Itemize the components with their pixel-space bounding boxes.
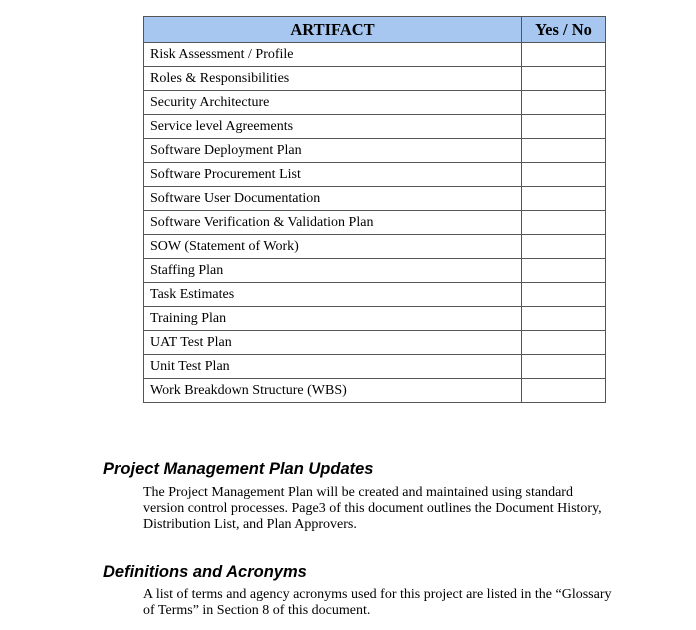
table-row (144, 211, 606, 235)
yes-no-cell (522, 379, 606, 403)
artifact-cell: Roles & Responsibilities (144, 67, 522, 91)
table-row (144, 307, 606, 331)
artifact-cell: Training Plan (144, 307, 522, 331)
yes-no-column-header: Yes / No (522, 17, 606, 43)
table-row (144, 163, 606, 187)
yes-no-cell (522, 283, 606, 307)
pmp-updates-heading: Project Management Plan Updates (103, 460, 374, 478)
artifact-cell: Staffing Plan (144, 259, 522, 283)
table-row (144, 235, 606, 259)
yes-no-cell (522, 259, 606, 283)
yes-no-cell (522, 331, 606, 355)
artifact-cell: Software Procurement List (144, 163, 522, 187)
yes-no-cell (522, 355, 606, 379)
table-row (144, 187, 606, 211)
yes-no-cell (522, 67, 606, 91)
artifact-cell: Risk Assessment / Profile (144, 43, 522, 67)
table-row (144, 67, 606, 91)
table-row (144, 43, 606, 67)
artifact-cell: UAT Test Plan (144, 331, 522, 355)
artifact-cell: Work Breakdown Structure (WBS) (144, 379, 522, 403)
yes-no-cell (522, 139, 606, 163)
artifact-column-header: ARTIFACT (144, 17, 522, 43)
table-row (144, 91, 606, 115)
table-row (144, 283, 606, 307)
artifact-cell: SOW (Statement of Work) (144, 235, 522, 259)
artifact-cell: Software Verification & Validation Plan (144, 211, 522, 235)
pmp-updates-body: The Project Management Plan will be created and maintained using standard version control processes. Page3 of this document outlines the Document History, Distribution List, and Plan Approvers. (143, 485, 602, 532)
artifact-cell: Service level Agreements (144, 115, 522, 139)
definitions-heading: Definitions and Acronyms (103, 563, 307, 581)
yes-no-cell (522, 187, 606, 211)
artifact-cell: Task Estimates (144, 283, 522, 307)
table-row (144, 259, 606, 283)
yes-no-cell (522, 115, 606, 139)
yes-no-cell (522, 91, 606, 115)
artifact-cell: Software Deployment Plan (144, 139, 522, 163)
table-row (144, 139, 606, 163)
artifact-cell: Security Architecture (144, 91, 522, 115)
table-row (144, 331, 606, 355)
artifact-table (143, 16, 606, 403)
yes-no-cell (522, 307, 606, 331)
table-row (144, 379, 606, 403)
yes-no-cell (522, 211, 606, 235)
table-row (144, 115, 606, 139)
yes-no-cell (522, 163, 606, 187)
artifact-cell: Unit Test Plan (144, 355, 522, 379)
definitions-body: A list of terms and agency acronyms used for this project are listed in the “Glossary of Terms” in Section 8 of this document. (143, 587, 612, 618)
artifact-cell: Software User Documentation (144, 187, 522, 211)
yes-no-cell (522, 43, 606, 67)
yes-no-cell (522, 235, 606, 259)
table-header-row (144, 17, 606, 43)
table-row (144, 355, 606, 379)
